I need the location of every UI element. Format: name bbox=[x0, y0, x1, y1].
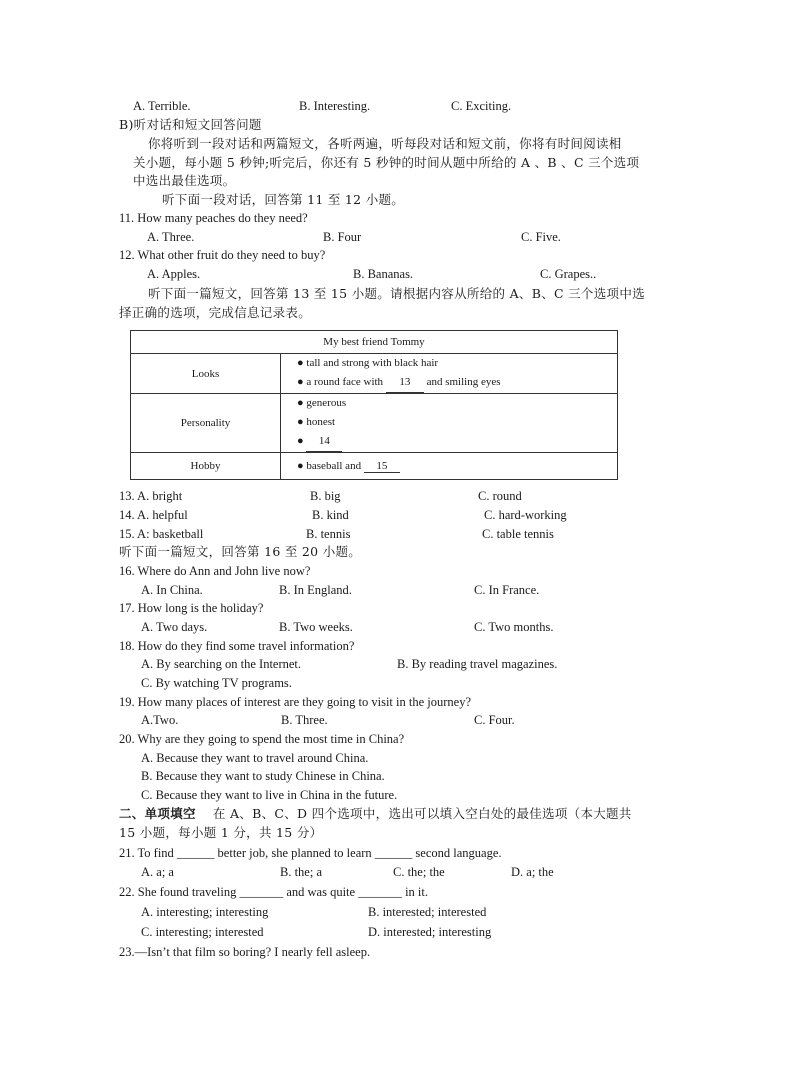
personality-item-1: ● generous bbox=[297, 397, 347, 409]
personality-item-3 bbox=[297, 432, 601, 452]
hobby-item-prefix: ● baseball and bbox=[297, 459, 362, 472]
blank-14: 14 bbox=[306, 432, 342, 452]
q22-option-a: A. interesting; interesting bbox=[141, 905, 269, 919]
looks-item-2 bbox=[297, 373, 601, 393]
info-record-table bbox=[130, 330, 618, 480]
q19-option-b: B. Three. bbox=[281, 713, 328, 727]
q10-option-a: A. Terrible. bbox=[133, 99, 191, 113]
q22-option-b: B. interested; interested bbox=[368, 905, 487, 919]
q14-option-b: B. kind bbox=[312, 508, 349, 522]
q13-option-c: C. round bbox=[478, 489, 522, 503]
q19-option-c: C. Four. bbox=[474, 713, 515, 727]
q21-option-b: B. the; a bbox=[280, 865, 323, 879]
q11-option-b: B. Four bbox=[323, 230, 362, 244]
q16-option-c: C. In France. bbox=[474, 583, 540, 597]
q20-question: 20. Why are they going to spend the most time in China? bbox=[119, 732, 405, 746]
section-b-title: B)听对话和短文回答问题 bbox=[119, 117, 262, 132]
passage1-instruction-line1: 听下面一篇短文，回答第 13 至 15 小题。请根据内容从所给的 A、B、C 三个选项中选 bbox=[148, 286, 645, 301]
q17-question: 17. How long is the holiday? bbox=[119, 601, 264, 615]
q13-option-a: 13. A. bright bbox=[119, 489, 183, 503]
blank-13: 13 bbox=[386, 373, 424, 393]
personality-label: Personality bbox=[131, 394, 281, 453]
section-b-instruction-line1: 你将听到一段对话和两篇短文，各听两遍，听每段对话和短文前，你将有时间阅读相 bbox=[148, 136, 622, 151]
part2-header bbox=[119, 806, 632, 822]
looks-item-2-suffix: and smiling eyes bbox=[426, 376, 501, 388]
q17-option-b: B. Two weeks. bbox=[279, 620, 353, 634]
q21-question: 21. To find ______ better job, she planned to learn ______ second language. bbox=[119, 846, 502, 860]
q12-option-a: A. Apples. bbox=[147, 267, 201, 281]
part2-title: 二、单项填空 bbox=[119, 806, 196, 821]
q15-option-c: C. table tennis bbox=[482, 527, 554, 541]
part2-instruction-line2: 15 小题，每小题 1 分，共 15 分） bbox=[119, 825, 323, 840]
q11-option-a: A. Three. bbox=[147, 230, 195, 244]
q21-option-a: A. a; a bbox=[141, 865, 174, 879]
q16-option-b: B. In England. bbox=[279, 583, 352, 597]
q12-option-b: B. Bananas. bbox=[353, 267, 414, 281]
q18-option-b: B. By reading travel magazines. bbox=[397, 657, 558, 671]
q14-option-c: C. hard-working bbox=[484, 508, 567, 522]
q12-question: 12. What other fruit do they need to buy? bbox=[119, 248, 326, 262]
q21-option-c: C. the; the bbox=[393, 865, 445, 879]
q20-option-a: A. Because they want to travel around China. bbox=[141, 751, 369, 765]
q17-option-c: C. Two months. bbox=[474, 620, 554, 634]
q22-question: 22. She found traveling _______ and was quite _______ in it. bbox=[119, 885, 428, 899]
q20-option-c: C. Because they want to live in China in the future. bbox=[141, 788, 398, 802]
q16-question: 16. Where do Ann and John live now? bbox=[119, 564, 311, 578]
q22-option-d: D. interested; interesting bbox=[368, 925, 492, 939]
passage1-instruction-line2: 择正确的选项，完成信息记录表。 bbox=[119, 305, 312, 320]
q22-option-c: C. interesting; interested bbox=[141, 925, 264, 939]
q14-option-a: 14. A. helpful bbox=[119, 508, 188, 522]
dialog-instruction: 听下面一段对话，回答第 11 至 12 小题。 bbox=[162, 192, 405, 207]
q19-question: 19. How many places of interest are they going to visit in the journey? bbox=[119, 695, 471, 709]
part2-instruction-line1: 在 A、B、C、D 四个选项中，选出可以填入空白处的最佳选项（本大题共 bbox=[212, 806, 632, 821]
q18-option-a: A. By searching on the Internet. bbox=[141, 657, 302, 671]
q12-option-c: C. Grapes.. bbox=[540, 267, 597, 281]
looks-label: Looks bbox=[131, 354, 281, 394]
q15-option-a: 15. A: basketball bbox=[119, 527, 204, 541]
q15-option-b: B. tennis bbox=[306, 527, 351, 541]
q10-option-b: B. Interesting. bbox=[299, 99, 371, 113]
q18-option-c: C. By watching TV programs. bbox=[141, 676, 292, 690]
personality-item-3-bullet: ● bbox=[297, 435, 304, 447]
q11-option-c: C. Five. bbox=[521, 230, 561, 244]
hobby-label: Hobby bbox=[131, 453, 281, 480]
q13-option-b: B. big bbox=[310, 489, 341, 503]
table-title: My best friend Tommy bbox=[131, 331, 618, 354]
q17-option-a: A. Two days. bbox=[141, 620, 208, 634]
blank-15: 15 bbox=[364, 460, 400, 473]
section-b-instruction-line2: 关小题，每小题 5 秒钟;听完后，你还有 5 秒钟的时间从题中所给的 A 、B 、C 三个选项 bbox=[133, 155, 640, 170]
looks-item-1: ● tall and strong with black hair bbox=[297, 357, 439, 369]
q21-option-d: D. a; the bbox=[511, 865, 554, 879]
looks-item-2-prefix: ● a round face with bbox=[297, 376, 384, 388]
passage2-instruction: 听下面一篇短文，回答第 16 至 20 小题。 bbox=[119, 544, 362, 559]
q20-option-b: B. Because they want to study Chinese in China. bbox=[141, 769, 385, 783]
q11-question: 11. How many peaches do they need? bbox=[119, 211, 308, 225]
q18-question: 18. How do they find some travel information? bbox=[119, 639, 355, 653]
q23-question: 23.—Isn’t that film so boring? I nearly fell asleep. bbox=[119, 945, 371, 959]
q19-option-a: A.Two. bbox=[141, 713, 179, 727]
q16-option-a: A. In China. bbox=[141, 583, 203, 597]
q10-option-c: C. Exciting. bbox=[451, 99, 512, 113]
section-b-instruction-line3: 中选出最佳选项。 bbox=[133, 173, 236, 188]
personality-item-2: ● honest bbox=[297, 416, 336, 428]
